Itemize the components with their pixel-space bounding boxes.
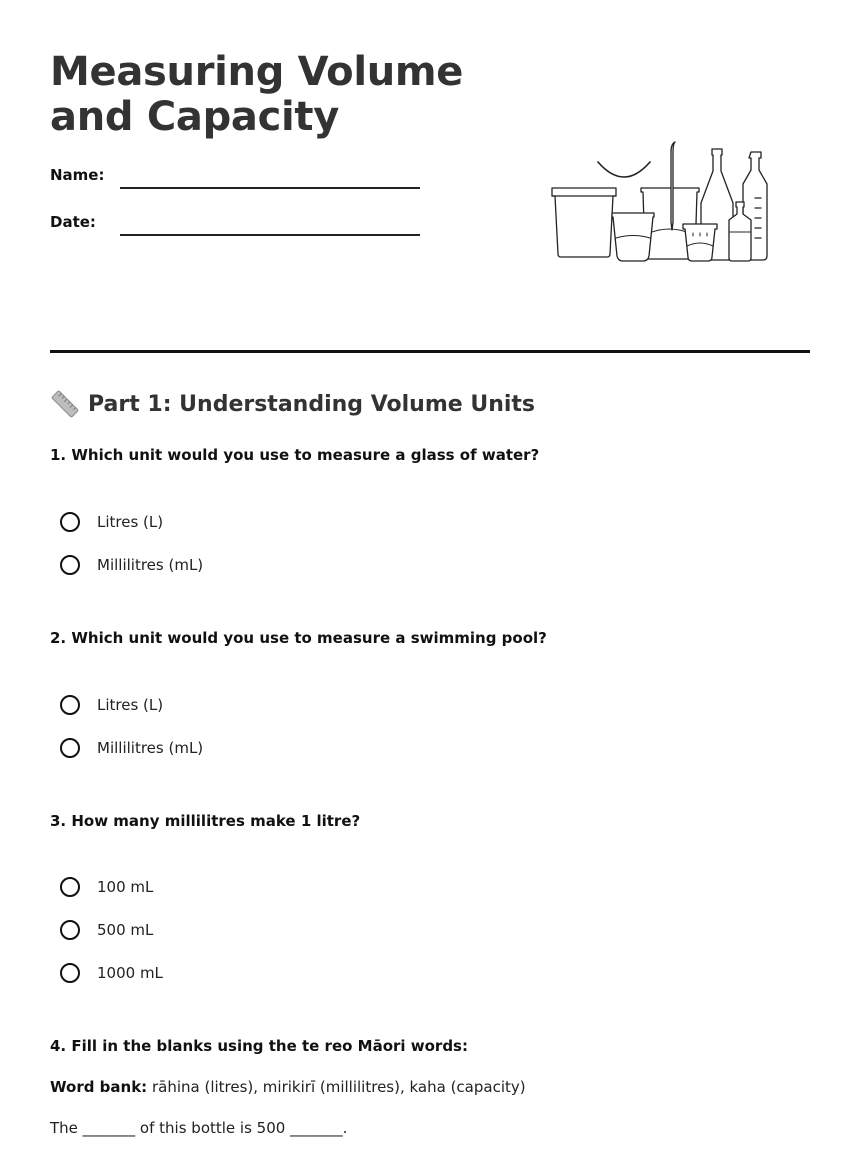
q1-option-millilitres[interactable] xyxy=(60,552,203,578)
radio-button[interactable] xyxy=(60,877,80,897)
q3-option-1000ml[interactable] xyxy=(60,960,163,986)
option-label: 500 mL xyxy=(97,921,154,939)
measuring-containers-icon xyxy=(548,138,774,266)
radio-button[interactable] xyxy=(60,738,80,758)
q3-option-100ml[interactable] xyxy=(60,874,153,900)
question-4: 4. Fill in the blanks using the te reo Māori words: xyxy=(50,1037,468,1055)
part1-heading xyxy=(50,388,535,420)
radio-button[interactable] xyxy=(60,555,80,575)
date-line[interactable] xyxy=(120,234,420,236)
q3-option-500ml[interactable] xyxy=(60,917,153,943)
section-divider xyxy=(50,350,810,353)
part1-title: Part 1: Understanding Volume Units xyxy=(88,391,536,417)
worksheet-title: Measuring Volume and Capacity xyxy=(50,49,464,140)
radio-button[interactable] xyxy=(60,512,80,532)
radio-button[interactable] xyxy=(60,963,80,983)
question-2: 2. Which unit would you use to measure a swimming pool? xyxy=(50,629,547,647)
radio-button[interactable] xyxy=(60,920,80,940)
word-bank-words: rāhina (litres), mirikirī (millilitres), kaha (capacity) xyxy=(151,1078,526,1096)
name-label: Name: xyxy=(50,166,105,184)
date-label: Date: xyxy=(50,213,96,231)
word-bank-label: Word bank: xyxy=(50,1078,148,1096)
q2-option-millilitres[interactable] xyxy=(60,735,203,761)
option-label: 100 mL xyxy=(97,878,154,896)
radio-button[interactable] xyxy=(60,695,80,715)
name-line[interactable] xyxy=(120,187,420,189)
option-label: Litres (L) xyxy=(97,513,164,531)
option-label: Millilitres (mL) xyxy=(97,739,204,757)
question-3: 3. How many millilitres make 1 litre? xyxy=(50,812,361,830)
q1-option-litres[interactable] xyxy=(60,509,163,535)
ruler-icon xyxy=(50,389,80,419)
fill-in-sentence[interactable]: The _______ of this bottle is 500 _______. xyxy=(50,1119,348,1137)
word-bank xyxy=(50,1078,526,1096)
option-label: Litres (L) xyxy=(97,696,164,714)
option-label: Millilitres (mL) xyxy=(97,556,204,574)
question-1: 1. Which unit would you use to measure a glass of water? xyxy=(50,446,540,464)
option-label: 1000 mL xyxy=(97,964,163,982)
q2-option-litres[interactable] xyxy=(60,692,163,718)
